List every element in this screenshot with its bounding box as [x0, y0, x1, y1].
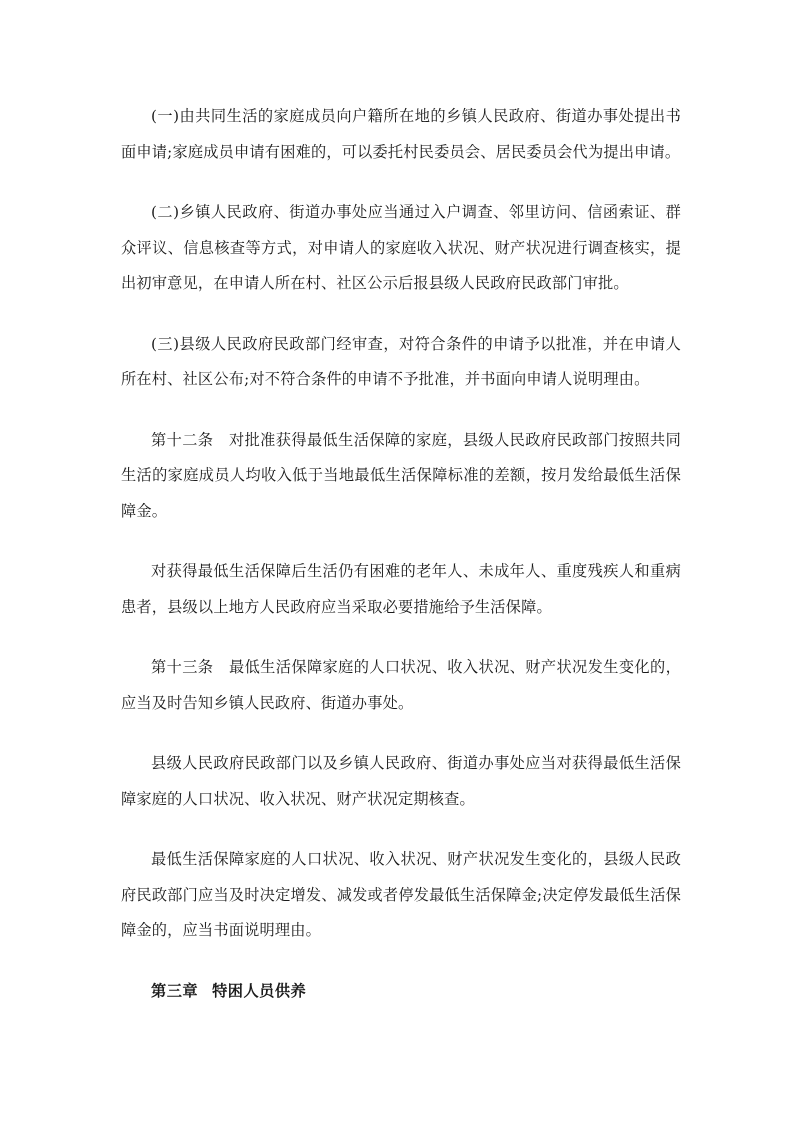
paragraph-application-step-1: (一)由共同生活的家庭成员向户籍所在地的乡镇人民政府、街道办事处提出书面申请;家庭成员申请有困难的，可以委托村民委员会、居民委员会代为提出申请。 [121, 107, 681, 161]
paragraph-application-step-3: (三)县级人民政府民政部门经审查，对符合条件的申请予以批准，并在申请人所在村、社区公布;对不符合条件的申请不予批准，并书面向申请人说明理由。 [121, 334, 681, 388]
chapter-heading [121, 974, 681, 1010]
document-body [121, 99, 681, 1009]
paragraph-article-12: 第十二条 对批准获得最低生活保障的家庭，县级人民政府民政部门按照共同生活的家庭成员人均收入低于当地最低生活保障标准的差额，按月发给最低生活保障金。 [121, 430, 681, 520]
paragraph-application-step-2: (二)乡镇人民政府、街道办事处应当通过入户调查、邻里访问、信函索证、群众评议、信息核查等方式，对申请人的家庭收入状况、财产状况进行调查核实，提出初审意见，在申请人所在村、社区公示后报县级人民政府民政部门审批。 [121, 203, 681, 292]
chapter-title: 特困人员供养 [212, 981, 307, 1000]
paragraph-article-12-supplement: 对获得最低生活保障后生活仍有困难的老年人、未成年人、重度残疾人和重病患者，县级以上地方人民政府应当采取必要措施给予生活保障。 [121, 562, 681, 616]
chapter-number: 第三章 [151, 981, 199, 1000]
paragraph-article-13-review: 县级人民政府民政部门以及乡镇人民政府、街道办事处应当对获得最低生活保障家庭的人口状况、收入状况、财产状况定期核查。 [121, 754, 681, 808]
paragraph-article-13: 第十三条 最低生活保障家庭的人口状况、收入状况、财产状况发生变化的，应当及时告知乡镇人民政府、街道办事处。 [121, 658, 681, 712]
paragraph-article-13-change: 最低生活保障家庭的人口状况、收入状况、财产状况发生变化的，县级人民政府民政部门应当及时决定增发、减发或者停发最低生活保障金;决定停发最低生活保障金的，应当书面说明理由。 [121, 850, 681, 939]
